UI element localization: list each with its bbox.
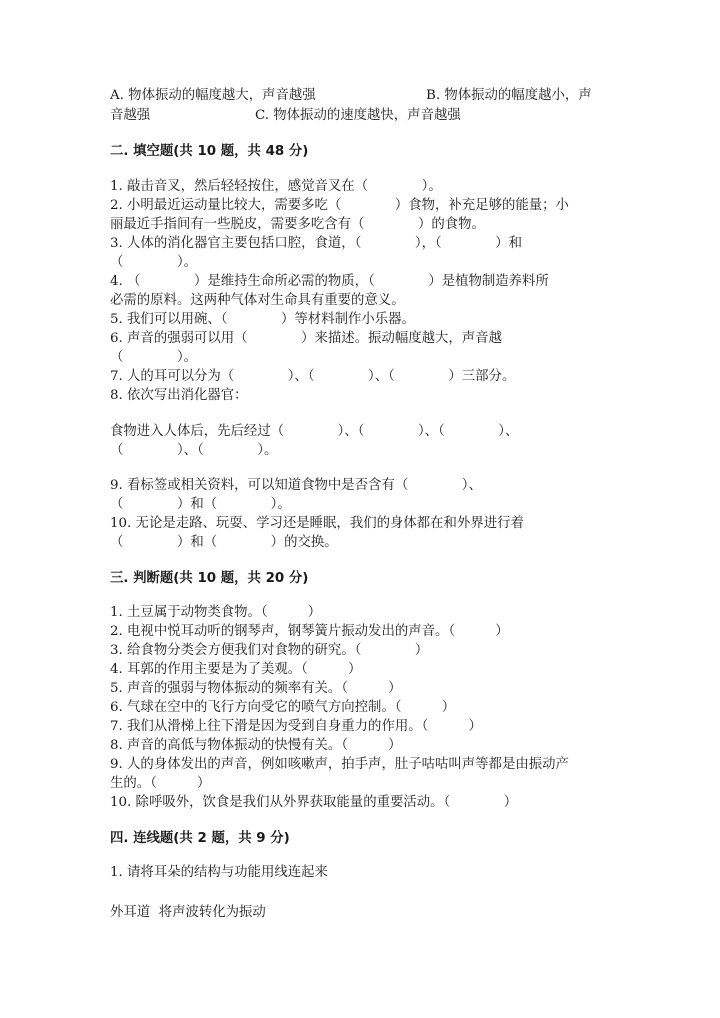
question-line: 食物进入人体后，先后经过（ ）、（ ）、（ ）、 xyxy=(110,424,519,439)
question-line: 7. 人的耳可以分为（ ）、（ ）、（ ）三部分。 xyxy=(110,369,516,384)
section-title-true-false: 三. 判断题(共 10 题，共 20 分) xyxy=(110,571,309,586)
question-line: 生的。（ ） xyxy=(110,776,211,791)
choice-c: C. 物体振动的速度越快，声音越强 xyxy=(255,108,461,123)
question-line: 8. 声音的高低与物体振动的快慢有关。（ ） xyxy=(110,738,402,753)
question-line: 4. 耳郭的作用主要是为了美观。（ ） xyxy=(110,662,362,677)
choice-b-cont: 音越强 xyxy=(110,108,151,123)
question-line: 1. 敲击音叉，然后轻轻按住，感觉音叉在（ ）。 xyxy=(110,179,442,194)
choice-b: B. 物体振动的幅度越小，声 xyxy=(426,88,592,103)
question-line: 6. 声音的强弱可以用（ ）来描述。振动幅度越大，声音越 xyxy=(110,331,502,346)
question-line: 9. 看标签或相关资料，可以知道食物中是否含有（ ）、 xyxy=(110,478,482,493)
question-line: 8. 依次写出消化器官： xyxy=(110,388,248,403)
question-line: 5. 声音的强弱与物体振动的频率有关。（ ） xyxy=(110,681,402,696)
question-line: 9. 人的身体发出的声音，例如咳嗽声，拍手声，肚子咕咕叫声等都是由振动产 xyxy=(110,757,569,772)
question-line: （ ）和（ ）。 xyxy=(110,497,291,512)
question-line: 2. 小明最近运动量比较大，需要多吃（ ）食物，补充足够的能量；小 xyxy=(110,198,569,213)
question-line: 5. 我们可以用碗、（ ）等材料制作小乐器。 xyxy=(110,312,415,327)
section-title-matching: 四. 连线题(共 2 题，共 9 分) xyxy=(110,831,290,846)
section-title-fill-blank: 二. 填空题(共 10 题，共 48 分) xyxy=(110,144,309,159)
question-line: 丽最近手指间有一些脱皮，需要多吃含有（ ）的食物。 xyxy=(110,217,485,232)
question-line: （ ）、（ ）。 xyxy=(110,443,278,458)
question-line: （ ）和（ ）的交换。 xyxy=(110,535,338,550)
question-line: 1. 土豆属于动物类食物。（ ） xyxy=(110,605,322,620)
question-line: 3. 给食物分类会方便我们对食物的研究。（ ） xyxy=(110,643,429,658)
question-line: （ ）。 xyxy=(110,350,198,365)
question-line: 必需的原料。这两种气体对生命具有重要的意义。 xyxy=(110,293,405,308)
question-line: 10. 无论是走路、玩耍、学习还是睡眠，我们的身体都在和外界进行着 xyxy=(110,516,524,531)
question-line: 2. 电视中悦耳动听的钢琴声，钢琴簧片振动发出的声音。（ ） xyxy=(110,624,509,639)
question-line: 10. 除呼吸外，饮食是我们从外界获取能量的重要活动。（ ） xyxy=(110,795,518,810)
matching-row: 外耳道 将声波转化为振动 xyxy=(110,905,266,920)
choice-a: A. 物体振动的幅度越大，声音越强 xyxy=(110,88,316,103)
question-line: 1. 请将耳朵的结构与功能用线连起来 xyxy=(110,865,328,880)
question-line: （ ）。 xyxy=(110,255,198,270)
question-line: 4. （ ）是维持生命所必需的物质，（ ）是植物制造养料所 xyxy=(110,274,549,289)
question-line: 6. 气球在空中的飞行方向受它的喷气方向控制。（ ） xyxy=(110,700,456,715)
question-line: 3. 人体的消化器官主要包括口腔，食道，（ ），（ ）和 xyxy=(110,236,523,251)
question-line: 7. 我们从滑梯上往下滑是因为受到自身重力的作用。（ ） xyxy=(110,719,482,734)
